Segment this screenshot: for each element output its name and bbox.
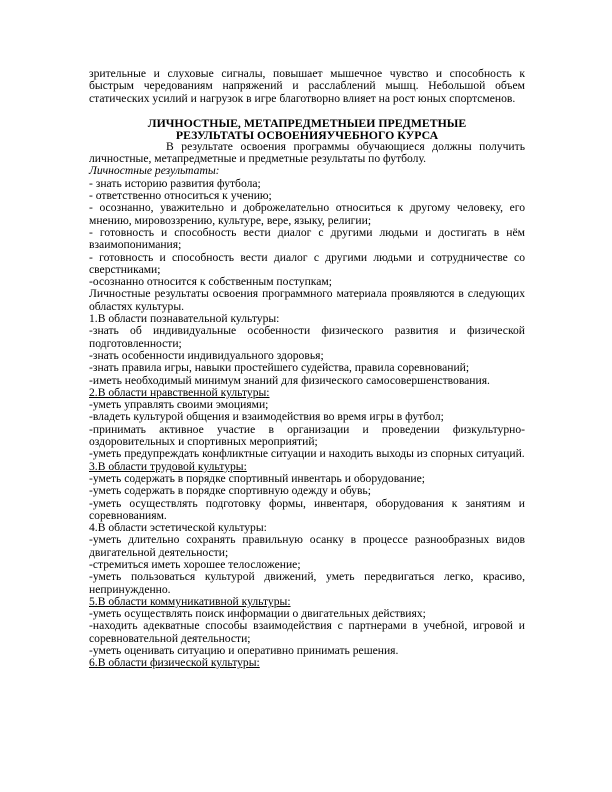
section-heading-line-2: РЕЗУЛЬТАТЫ ОСВОЕНИЯУЧЕБНОГО КУРСА bbox=[175, 127, 439, 142]
personal-item: - знать историю развития футбола; bbox=[89, 176, 261, 190]
intro-paragraph: зрительные и слуховые сигналы, повышает мышечное чувство и способность к быстрым чередованиям напряжений и расслаблений мышц. Небольшой объем статических усилий и нагрузок в игре благотворно влияет на рост юных спортсменов. bbox=[89, 67, 525, 105]
personal-item: - осознанно, уважительно и доброжелательно относиться к другому человеку, его мнению, мировоззрению, культуре, вере, языку, религии; bbox=[89, 201, 525, 227]
area-2-title: 2.В области нравственной культуры: bbox=[89, 385, 270, 399]
area-1-item: -знать об индивидуальные особенности физического развития и физической подготовленности; bbox=[89, 324, 525, 350]
areas-intro-paragraph: Личностные результаты освоения программного материала проявляются в следующих областях культуры. bbox=[89, 287, 525, 313]
area-1-item: -иметь необходимый минимум знаний для физического самосовершенствования. bbox=[89, 373, 490, 387]
area-4-title: 4.В области эстетической культуры: bbox=[89, 521, 267, 535]
section-heading-line-1: ЛИЧНОСТНЫЕ, МЕТАПРЕДМЕТНЫЕИ ПРЕДМЕТНЫЕ bbox=[147, 115, 467, 130]
area-2-item: -принимать активное участие в организации и проведении физкультурно-оздоровительных и спортивных мероприятий; bbox=[89, 422, 525, 449]
area-3-item: -уметь осуществлять подготовку формы, инвентаря, оборудования к занятиям и соревнованиям. bbox=[89, 496, 525, 522]
area-3-item: -уметь содержать в порядке спортивную одежду и обувь; bbox=[89, 484, 371, 498]
personal-item: - готовность и способность вести диалог с другими людьми и достигать в нём взаимопонимания; bbox=[89, 225, 525, 252]
area-2-item: -уметь предупреждать конфликтные ситуации и находить выходы из спорных ситуаций. bbox=[89, 447, 525, 461]
area-3-item: -уметь содержать в порядке спортивный инвентарь и оборудование; bbox=[89, 471, 425, 485]
area-5-title: 5.В области коммуникативной культуры: bbox=[89, 594, 291, 608]
personal-item: - ответственно относиться к учению; bbox=[89, 189, 272, 203]
area-4-item: -уметь длительно сохранять правильную осанку в процессе разнообразных видов двигательной деятельности; bbox=[89, 533, 525, 559]
area-4-item: -стремиться иметь хорошее телосложение; bbox=[89, 557, 301, 571]
area-5-item: -уметь осуществлять поиск информации о двигательных действиях; bbox=[89, 607, 426, 621]
personal-results-title: Личностные результаты: bbox=[89, 164, 220, 178]
area-1-item: -знать правила игры, навыки простейшего судейства, правила соревнований; bbox=[89, 361, 470, 375]
results-intro-paragraph: В результате освоения программы обучающиеся должны получить личностные, метапредметные и предметные результаты по футболу. bbox=[89, 139, 525, 166]
area-3-title: 3.В области трудовой культуры: bbox=[89, 459, 247, 473]
area-2-item: -владеть культурой общения и взаимодействия во время игры в футбол; bbox=[89, 410, 444, 424]
area-1-item: -знать особенности индивидуального здоровья; bbox=[89, 348, 324, 362]
document-body bbox=[89, 68, 525, 670]
personal-item: -осознанно относится к собственным поступкам; bbox=[89, 275, 332, 289]
personal-item: - готовность и способность вести диалог с другими людьми и сотрудничестве со сверстниками; bbox=[89, 250, 525, 276]
area-4-item: -уметь пользоваться культурой движений, уметь передвигаться легко, красиво, непринужденно. bbox=[89, 570, 525, 596]
area-1-title: 1.В области познавательной культуры: bbox=[89, 312, 280, 326]
area-2-item: -уметь управлять своими эмоциями; bbox=[89, 398, 269, 412]
area-5-item: -уметь оценивать ситуацию и оперативно принимать решения. bbox=[89, 644, 399, 658]
area-6-title: 6.В области физической культуры: bbox=[89, 656, 260, 670]
area-5-item: -находить адекватные способы взаимодействия с партнерами в учебной, игровой и соревновательной деятельности; bbox=[89, 619, 525, 645]
